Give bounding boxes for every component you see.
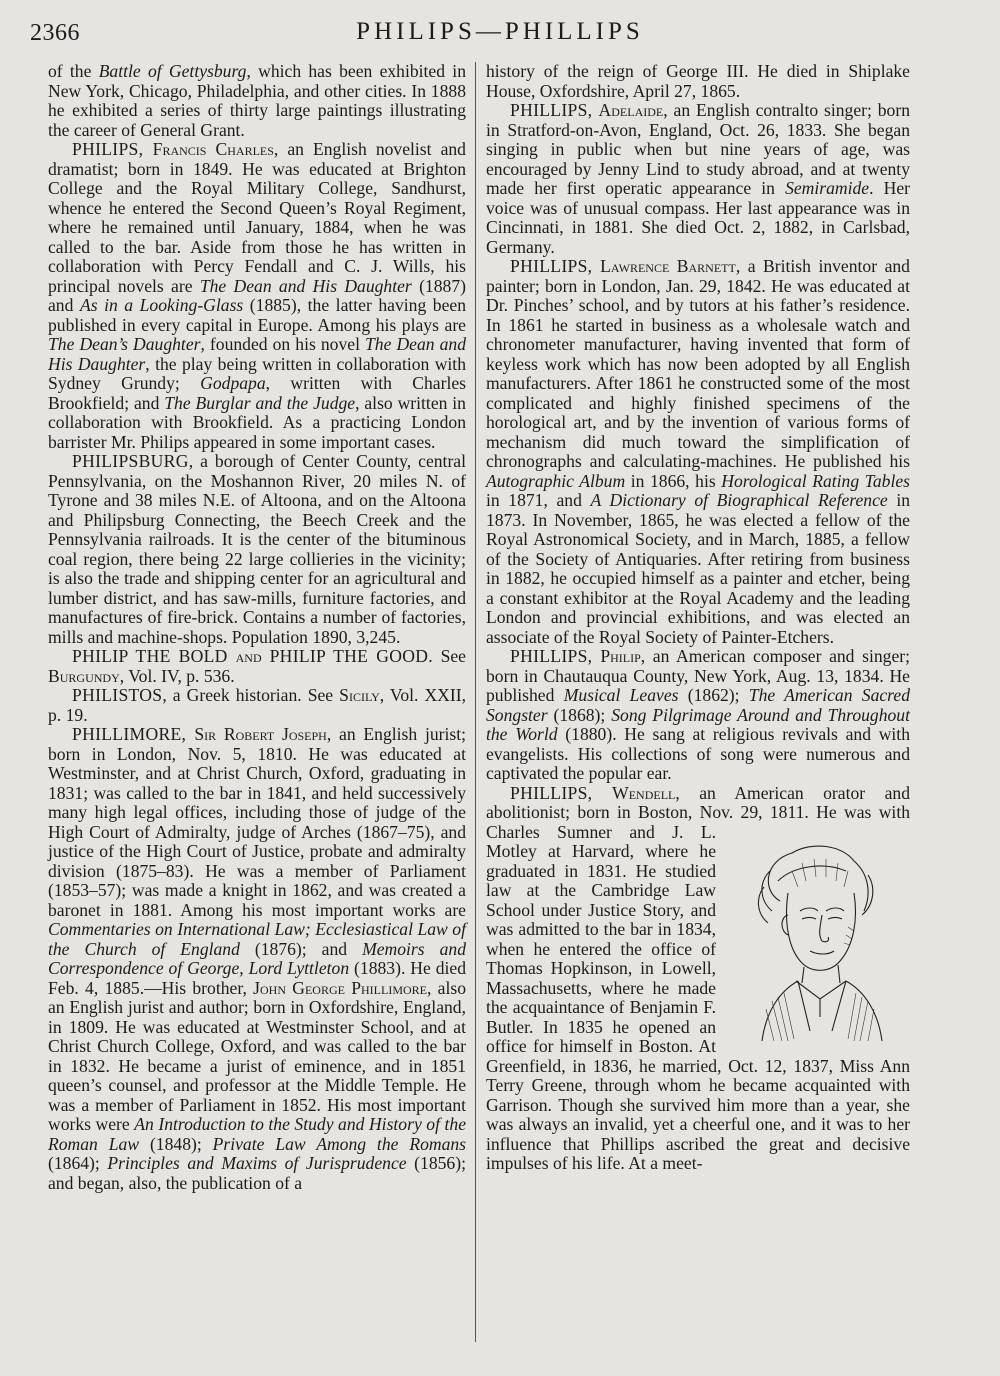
dictionary-entry xyxy=(486,257,910,647)
italic-title: Musical Leaves xyxy=(563,685,679,705)
entry-text: (1868); xyxy=(547,704,612,725)
entry-text: in 1866, his xyxy=(625,470,722,491)
headword: PHILISTOS xyxy=(72,685,163,705)
entry-text: , an American composer and singer; born in Chautauqua County, New York, Aug. 13, 1834. He published xyxy=(486,646,910,705)
headword: PHILIPSBURG xyxy=(72,451,189,471)
entry-text: , also an English jurist and author; born in Oxfordshire, England, in 1809. He was educated at Westminster School, and at Christ Church College, Oxford, and was called to the bar in 1832. He became a jurist of eminence, and in 1851 queen’s counsel, and professor at the Middle Temple. He was a member of Parliament in 1852. His most important works were xyxy=(48,977,466,1134)
entry-text: (1880). He sang at religious revivals and with evangelists. His collections of song were numerous and captivated the popular ear. xyxy=(486,724,910,783)
column-rule xyxy=(475,62,476,1342)
running-head: PHILIPS—PHILLIPS xyxy=(356,18,644,45)
right-column xyxy=(486,62,910,1174)
headword: PHILIP THE GOOD. xyxy=(261,646,433,666)
dictionary-entry xyxy=(48,140,466,452)
italic-title: Semiramide xyxy=(785,178,870,198)
portrait-engraving xyxy=(722,831,912,1041)
italic-title: Commentaries on International Law; Ecclesiastical Law of the Church of England xyxy=(48,919,466,959)
italic-title: An Introduction to the Study and History of the Roman Law xyxy=(48,1114,467,1154)
italic-title: The Dean’s Daughter xyxy=(48,334,201,354)
entry-text: See xyxy=(432,646,466,666)
entry-text: He was with Charles Sumner and J. L. Motley at Harvard, where he graduated in 1831. He studied law at the Cambridge Law School under Justice Story, and was admitted to the bar in 1834, when he entered the office of Thomas Hopkinson, in Lowell, Massachusetts, where he made the acquaintance of Benjamin F. Butler. In 1835 he opened an office for himself in Boston. At Greenfield, in 1836, he married, Oct. 12, 1837, Miss Ann Terry Greene, through whom he became acquainted with Garrison. Though she survived him more than a year, she was always an invalid, yet a cheerful one, and it was to her influence that Phillips ascribed the great and decisive impulses of his life. At a meet- xyxy=(486,802,911,1173)
headword: PHILLIPS, xyxy=(510,100,599,120)
left-column xyxy=(48,62,466,1193)
entry-text: , which has been exhibited in New York, Chicago, Philadelphia, and other cities. In 1888 he exhibited a series of thirty large paintings illustrating the career of General Grant. xyxy=(48,61,466,140)
headword: PHILLIPS, xyxy=(510,782,613,803)
dictionary-entry xyxy=(48,452,466,647)
entry-text: in 1871, and xyxy=(486,490,591,510)
small-caps-name: Wendell xyxy=(612,782,676,803)
entry-text: (1887) and xyxy=(48,275,466,315)
continued-text xyxy=(48,62,466,140)
dictionary-entry xyxy=(486,784,910,1174)
dictionary-entry xyxy=(48,647,466,686)
entry-text: (1856); and began, also, the publication of a xyxy=(48,1153,466,1193)
dictionary-entry xyxy=(48,686,466,725)
entry-text: (1848); xyxy=(139,1133,213,1154)
entry-text: , a borough of Center County, central Pennsylvania, on the Moshannon River, 20 miles N. of Tyrone and 38 miles N.E. of Altoona, and on the Altoona and Philipsburg Connecting, the Beech Creek and the Pennsylvania railroads. It is the center of the bituminous coal region, there being 22 large collieries in the vicinity; is also the trade and shipping center for an agricultural and lumber district, and has saw-mills, furniture factories, and manufactures of fire-brick. Contains a number of factories, mills and machine-shops. Population 1890, 3,245. xyxy=(48,451,466,647)
italic-title: The Burglar and the Judge xyxy=(164,392,356,413)
italic-title: Battle of Gettysburg xyxy=(98,61,247,81)
small-caps-name: Sicily xyxy=(339,685,380,705)
small-caps-name: Philip xyxy=(600,646,641,666)
entry-text: , the play being written in collaboration with Sydney Grundy; xyxy=(48,353,466,393)
small-caps-name: Francis Charles xyxy=(152,139,274,159)
italic-title: Godpapa xyxy=(200,373,266,393)
entry-text: , a British inventor and painter; born in London, Jan. 29, 1842. He was educated at Dr. Pinches’ school, and by tutors at his father’s residence. In 1861 he started in business as a wholesale watch and chronometer manufacturer, having invented that form of keyless work which has now been adopted by all English manufacturers. After 1861 he constructed some of the most complicated and highly finished specimens of the horological art, and by the invention of various forms of mechanism did much toward the simplification of chronographs and calculating-machines. He published his xyxy=(486,256,910,471)
italic-title: Autographic Album xyxy=(486,470,626,491)
headword: PHILLIPS, xyxy=(510,256,601,276)
italic-title: The American Sacred Songster xyxy=(486,685,910,725)
dictionary-entry xyxy=(486,101,910,257)
small-caps-name: Lawrence Barnett xyxy=(600,256,736,276)
entry-text: (1876); and xyxy=(239,938,363,959)
entry-text: , a Greek historian. See xyxy=(162,685,340,705)
portrait-figure xyxy=(722,831,912,1043)
entry-text: , an English novelist and dramatist; born in 1849. He was educated at Brighton College and the Royal Military College, Sandhurst, whence he entered the Second Queen’s Royal Regiment, where he remained until January, 1884, when he was called to the bar. Aside from those he has written in collaboration with Percy Fendall and C. J. Wills, his principal novels are xyxy=(48,139,466,296)
italic-title: As in a Looking-Glass xyxy=(79,295,244,315)
entry-text: (1885), the latter having been published in every capital in Europe. Among his plays are xyxy=(48,295,466,335)
small-caps-name: John George Phillimore xyxy=(253,977,427,998)
italic-title: Song Pilgrimage Around and Throughout the World xyxy=(486,704,910,744)
entry-text: (1883). He died Feb. 4, 1885.—His brother, xyxy=(48,958,466,998)
small-caps-name: Adelaide xyxy=(598,100,664,120)
entry-text: , written with Charles Brookfield; and xyxy=(48,373,467,413)
entry-text: (1862); xyxy=(678,685,749,705)
entry-text: (1864); xyxy=(48,1153,108,1173)
italic-title: Memoirs and Correspondence of George, Lord Lyttleton xyxy=(48,938,466,978)
entry-text: , an American orator and abolitionist; born in Boston, Nov. 29, 1811. xyxy=(486,782,910,822)
small-caps-name: Burgundy xyxy=(48,665,120,686)
headword: PHILLIPS, xyxy=(510,646,601,666)
dictionary-entry xyxy=(486,647,910,784)
entry-text: , also written in collaboration with Brookfield. As a practicing London barrister Mr. Philips appeared in some important cases. xyxy=(48,392,466,452)
headword: PHILIPS, xyxy=(72,139,153,159)
italic-title: The Dean and His Daughter xyxy=(48,334,467,374)
entry-text: of the xyxy=(48,61,99,81)
dictionary-entry xyxy=(48,725,466,1193)
page-number: 2366 xyxy=(30,20,80,46)
small-caps-name: and xyxy=(235,646,262,666)
headword: PHILLIMORE, xyxy=(72,724,195,744)
italic-title: Private Law Among the Romans xyxy=(212,1133,467,1154)
entry-text: in 1873. In November, 1865, he was elected a fellow of the Royal Astronomical Society, and in March, 1885, a fellow of the Society of Antiquaries. After retiring from business in 1882, he occupied himself as a painter and etcher, being a constant exhibitor at the Royal Academy and the leading London and provincial exhibitions, and was elected an associate of the Royal Society of Painter-Etchers. xyxy=(486,490,910,647)
continued-text xyxy=(486,62,910,101)
small-caps-name: Sir Robert Joseph xyxy=(194,724,327,744)
italic-title: A Dictionary of Biographical Reference xyxy=(590,490,888,510)
italic-title: Horological Rating Tables xyxy=(721,470,910,491)
entry-text: , an English jurist; born in London, Nov. 5, 1810. He was educated at Westminster, and at Christ Church, Oxford, graduating in 1831; was called to the bar in 1841, and held successively many high legal offices, including those of judge of the High Court of Admiralty, judge of Arches (1867–75), and justice of the High Court of Justice, probate and admiralty division (1875–83). He was a member of Parliament (1853–57); was made a knight in 1862, and was created a baronet in 1881. Among his most important works are xyxy=(48,724,466,920)
italic-title: Principles and Maxims of Jurisprudence xyxy=(107,1153,407,1173)
italic-title: The Dean and His Daughter xyxy=(199,275,412,296)
entry-text: history of the reign of George III. He died in Shiplake House, Oxfordshire, April 27, 1865. xyxy=(486,61,910,101)
entry-text: , an English contralto singer; born in Stratford-on-Avon, England, Oct. 26, 1833. She began singing in public when but nine years of age, was encouraged by Jenny Lind to study abroad, and at twenty made her first operatic appearance in xyxy=(486,100,910,198)
entry-text: , Vol. XXII, p. 19. xyxy=(48,685,466,725)
entry-text: , founded on his novel xyxy=(200,334,366,354)
headword: PHILIP THE BOLD xyxy=(72,646,236,666)
entry-text: , Vol. IV, p. 536. xyxy=(119,665,235,686)
entry-text: . Her voice was of unusual compass. Her last appearance was in Cincinnati, in 1881. She died Oct. 2, 1882, in Carlsbad, Germany. xyxy=(486,178,910,257)
